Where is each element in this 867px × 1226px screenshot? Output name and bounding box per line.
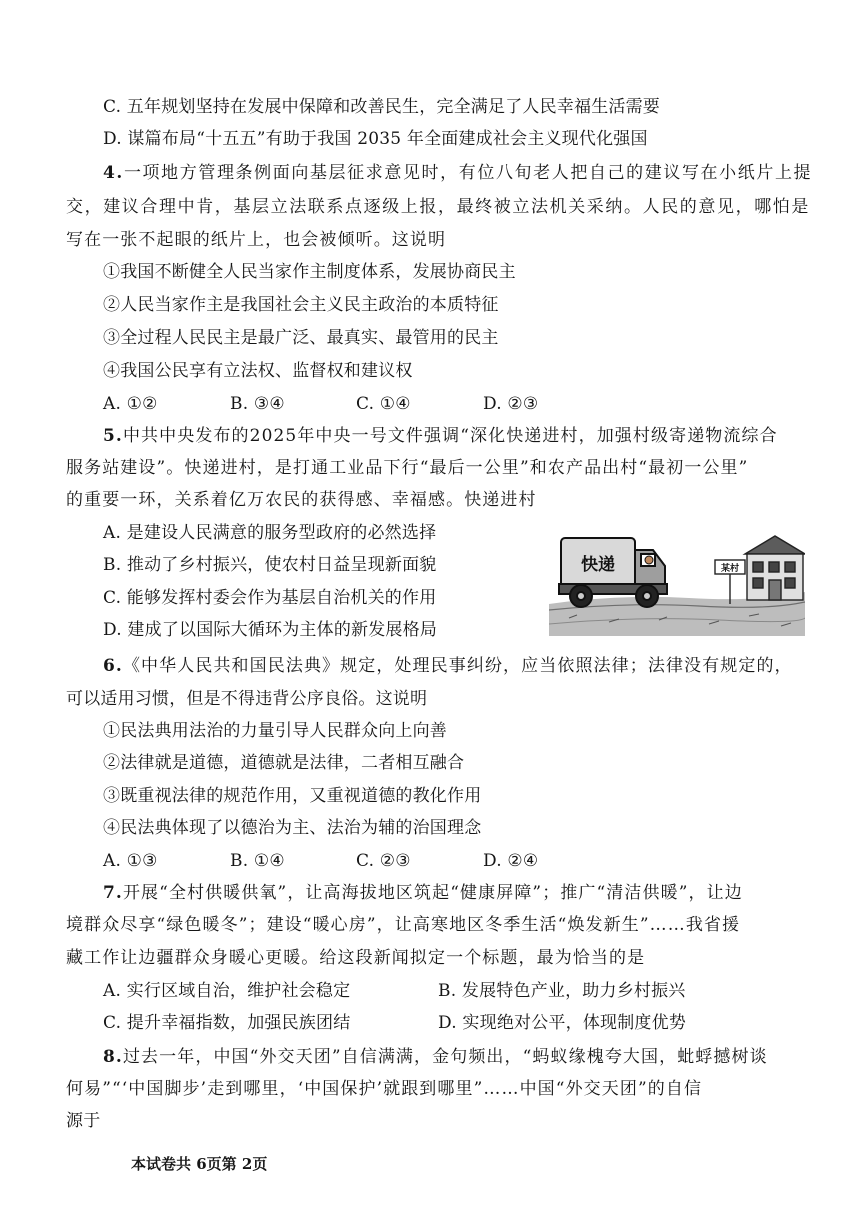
q6-statement-3: ③既重视法律的规范作用，又重视道德的教化作用	[103, 786, 482, 806]
q6-statement-4: ④民法典体现了以德治为主、法治为辅的治国理念	[103, 818, 482, 838]
q4-statement-4: ④我国公民享有立法权、监督权和建议权	[103, 361, 413, 381]
q5-stem-line-2: 服务站建设”。快递进村，是打通工业品下行“最后一公里”和农产品出村“最初一公里”	[66, 458, 749, 478]
q8-stem-line-3: 源于	[66, 1111, 101, 1131]
q7-stem-line-2: 境群众尽享“绿色暖冬”；建设“暖心房”，让高寒地区冬季生活“焕发新生”……我省援	[66, 915, 741, 935]
driver-head	[645, 556, 653, 564]
q6-stem-line-2: 可以适用习惯，但是不得违背公序良俗。这说明	[66, 689, 428, 709]
q4-option-c: C. ①④	[356, 394, 411, 414]
q7-stem-line-3: 藏工作让边疆群众身暖心更暖。给这段新闻拟定一个标题，最为恰当的是	[66, 948, 646, 968]
q7-option-a: A. 实行区域自治，维护社会稳定	[103, 981, 351, 1001]
q4-statement-1: ①我国不断健全人民当家作主制度体系，发展协商民主	[103, 262, 516, 282]
q6-stem-line-1: 6.《中华人民共和国民法典》规定，处理民事纠纷，应当依照法律；法律没有规定的，	[103, 656, 793, 676]
q5-option-b: B. 推动了乡村振兴，使农村日益呈现新面貌	[103, 555, 437, 575]
q7-number: 7.	[103, 883, 123, 903]
q7-option-c: C. 提升幸福指数，加强民族团结	[103, 1013, 351, 1033]
q8-number: 8.	[103, 1047, 123, 1067]
q6-option-d: D. ②④	[483, 851, 539, 871]
q4-option-b: B. ③④	[230, 394, 285, 414]
q6-number: 6.	[103, 656, 123, 676]
q4-statement-3: ③全过程人民民主是最广泛、最真实、最管用的民主	[103, 328, 499, 348]
q5-number: 5.	[103, 426, 123, 446]
q4-stem-line-3: 写在一张不起眼的纸片上，也会被倾听。这说明	[66, 230, 447, 250]
q7-option-d: D. 实现绝对公平，体现制度优势	[438, 1013, 687, 1033]
q5-stem-line-1: 5.中共中央发布的2025年中央一号文件强调“深化快递进村，加强村级寄递物流综合	[103, 426, 778, 446]
q4-stem-line-2: 交，建议合理中肯，基层立法联系点逐级上报，最终被立法机关采纳。人民的意见，哪怕是	[66, 197, 810, 217]
q8-stem-line-2: 何易”“‘中国脚步’走到哪里，‘中国保护’就跟到哪里”……中国“外交天团”的自信	[66, 1079, 703, 1099]
q4-statement-2: ②人民当家作主是我国社会主义民主政治的本质特征	[103, 295, 499, 315]
q6-option-c: C. ②③	[356, 851, 411, 871]
q7-option-b: B. 发展特色产业，助力乡村振兴	[438, 981, 686, 1001]
q4-option-d: D. ②③	[483, 394, 539, 414]
q3-option-d: D. 谋篇布局“十五五”有助于我国 2035 年全面建成社会主义现代化强国	[103, 129, 648, 149]
q5-option-a: A. 是建设人民满意的服务型政府的必然选择	[103, 523, 437, 543]
q5-option-c: C. 能够发挥村委会作为基层自治机关的作用	[103, 588, 437, 608]
q4-option-a: A. ①②	[103, 394, 158, 414]
delivery-truck-illustration	[549, 532, 805, 636]
q4-number: 4.	[103, 163, 124, 183]
q6-statement-1: ①民法典用法治的力量引导人民群众向上向善	[103, 721, 447, 741]
q6-option-b: B. ①④	[230, 851, 285, 871]
sign-label: 某村	[720, 564, 740, 574]
truck-label: 快递	[581, 555, 615, 575]
q3-option-c: C. 五年规划坚持在发展中保障和改善民生，完全满足了人民幸福生活需要	[103, 97, 661, 117]
q4-stem-line-1: 4.一项地方管理条例面向基层征求意见时，有位八旬老人把自己的建议写在小纸片上提	[103, 163, 813, 183]
q5-option-d: D. 建成了以国际大循环为主体的新发展格局	[103, 620, 438, 640]
q8-stem-line-1: 8.过去一年，中国“外交天团”自信满满，金句频出，“蚂蚁缘槐夸大国，蚍蜉撼树谈	[103, 1047, 768, 1067]
q6-option-a: A. ①③	[103, 851, 158, 871]
q5-stem-line-3: 的重要一环，关系着亿万农民的获得感、幸福感。快递进村	[66, 490, 537, 510]
q6-statement-2: ②法律就是道德，道德就是法律，二者相互融合	[103, 753, 465, 773]
page-footer: 本试卷共 6页第 2页	[131, 1155, 268, 1173]
q7-stem-line-1: 7.开展“全村供暖供氧”，让高海拔地区筑起“健康屏障”；推广“清洁供暖”，让边	[103, 883, 743, 903]
